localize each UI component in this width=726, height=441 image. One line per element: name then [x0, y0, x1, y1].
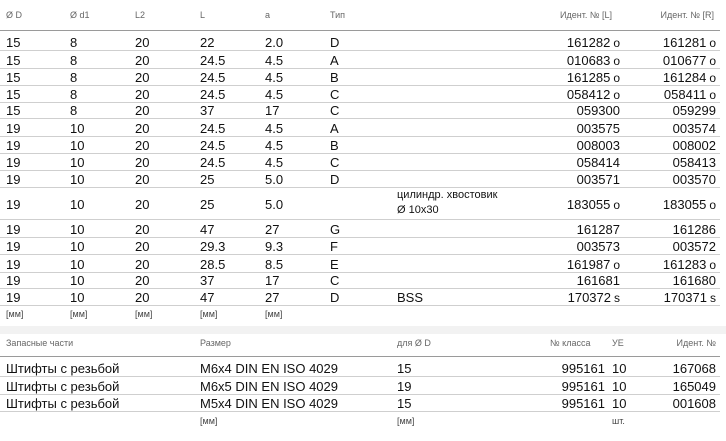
cell: 24.5 [200, 121, 226, 136]
spare-row [0, 359, 726, 376]
cell: 5.0 [265, 172, 284, 187]
header-cell: № класса [550, 338, 591, 348]
cell: 19 [6, 138, 21, 153]
ident-right-value: 058411 [663, 87, 707, 102]
ident-right [663, 197, 716, 212]
ident-left-value: 161681 [576, 273, 620, 288]
ident-right-value: 003574 [672, 121, 716, 136]
cell: 15 [6, 53, 21, 68]
header-cell: Идент. № [L] [560, 10, 612, 20]
cell: 20 [135, 257, 150, 272]
cell: G [330, 222, 341, 237]
spare-header [0, 338, 726, 352]
unit-label: [мм] [200, 416, 218, 426]
ident-right-suffix: o [709, 54, 716, 68]
table-row [0, 33, 726, 50]
ident-right [673, 239, 716, 254]
ident-left [577, 155, 620, 170]
ident-left-value: 161287 [576, 222, 620, 237]
cell: 17 [265, 103, 280, 118]
unit-label: [мм] [397, 416, 415, 426]
cell: M5x4 DIN EN ISO 4029 [200, 396, 338, 411]
cell: 27 [265, 290, 280, 305]
cell: 8.5 [265, 257, 284, 272]
unit-label: [мм] [265, 309, 283, 319]
ident-right [673, 273, 716, 288]
ident-left-value: 058412 [566, 87, 611, 102]
ident-left-value: 161285 [566, 70, 611, 85]
cell: Штифты с резьбой [6, 379, 120, 394]
unit-label: [мм] [6, 309, 24, 319]
cell: Штифты с резьбой [6, 361, 120, 376]
cell: 15 [6, 35, 21, 50]
ident-left-value: 003575 [576, 121, 620, 136]
ident-left [567, 197, 620, 212]
row-divider [0, 411, 720, 412]
ident-right [663, 70, 716, 85]
cell: 20 [135, 290, 150, 305]
cell: 19 [6, 155, 21, 170]
ident-right-value: 010677 [662, 53, 707, 68]
cell: 10 [70, 138, 85, 153]
cell: 19 [6, 273, 21, 288]
cell: 17 [265, 273, 280, 288]
cell: 24.5 [200, 53, 226, 68]
cell: 10 [70, 197, 85, 212]
ident-right [663, 53, 716, 68]
header-cell: L2 [135, 10, 146, 20]
ident-left-value: 058414 [576, 155, 620, 170]
ident-right [673, 121, 716, 136]
cell: 20 [135, 197, 150, 212]
cell: 10 [70, 172, 85, 187]
cell: 20 [135, 70, 150, 85]
unit-label: [мм] [135, 309, 153, 319]
cell: 19 [6, 197, 21, 212]
cell: 20 [135, 35, 150, 50]
cell: 10 [612, 361, 627, 376]
table-row [0, 187, 726, 219]
cell: 10 [612, 396, 627, 411]
ident-left [568, 290, 620, 305]
ident-right-value: 008002 [672, 138, 716, 153]
ident-right-value: 161281 [662, 35, 707, 50]
table-row [0, 136, 726, 153]
cell: 25 [200, 172, 215, 187]
ident-right [664, 290, 716, 305]
ident-right-suffix: o [709, 258, 716, 272]
ident-left-value: 008003 [576, 138, 620, 153]
table-row [0, 85, 726, 102]
cell: 4.5 [265, 70, 284, 85]
cell: 4.5 [265, 138, 284, 153]
ident-left-value: 183055 [566, 197, 611, 212]
header-cell: Тип [330, 10, 346, 20]
cell: 19 [6, 222, 21, 237]
ident-right [673, 103, 716, 118]
ident-right-value: 161284 [662, 70, 707, 85]
table-row [0, 220, 726, 237]
cell: 19 [6, 290, 21, 305]
spare-row [0, 377, 726, 394]
cell: 28.5 [200, 257, 226, 272]
cell: B [330, 138, 339, 153]
ident-left-value: 003573 [576, 239, 620, 254]
cell: 37 [200, 103, 215, 118]
cell-note: BSS [397, 290, 424, 305]
cell: 4.5 [265, 87, 284, 102]
cell: 8 [70, 35, 78, 50]
ident-left [577, 172, 620, 187]
cell: 27 [265, 222, 280, 237]
cell: D [330, 290, 340, 305]
cell: 20 [135, 53, 150, 68]
header-cell: Ø D [6, 10, 23, 20]
cell: 47 [200, 222, 215, 237]
table-row [0, 288, 726, 305]
header-cell: для Ø D [397, 338, 431, 348]
cell: 24.5 [200, 70, 226, 85]
ident-right-value: 059299 [672, 103, 716, 118]
cell: A [330, 121, 339, 136]
row-divider [0, 305, 720, 306]
header-divider [0, 30, 720, 31]
cell: 8 [70, 53, 78, 68]
ident-left [567, 70, 620, 85]
table-row [0, 237, 726, 254]
ident-left-suffix: o [613, 198, 620, 212]
cell: 5.0 [265, 197, 284, 212]
cell: M6x5 DIN EN ISO 4029 [200, 379, 338, 394]
ident-right-value: 003572 [672, 239, 716, 254]
cell: 001608 [672, 396, 716, 411]
ident-right [673, 138, 716, 153]
ident-left-value: 161987 [566, 257, 611, 272]
ident-left [567, 53, 620, 68]
ident-left [577, 138, 620, 153]
ident-left-value: 059300 [576, 103, 620, 118]
cell: 165049 [672, 379, 716, 394]
cell: 4.5 [265, 53, 284, 68]
cell: A [330, 53, 339, 68]
cell: 24.5 [200, 87, 226, 102]
ident-right [673, 172, 716, 187]
ident-right-suffix: s [710, 291, 716, 305]
cell: M6x4 DIN EN ISO 4029 [200, 361, 338, 376]
cell: 22 [200, 35, 215, 50]
spare-header-divider [0, 356, 720, 357]
cell: 2.0 [265, 35, 284, 50]
cell: 19 [6, 239, 21, 254]
cell: 995161 [561, 361, 605, 376]
cell: 20 [135, 222, 150, 237]
cell: 9.3 [265, 239, 284, 254]
header-cell: Запасные части [6, 338, 74, 348]
ident-left [577, 121, 620, 136]
unit-label: шт. [612, 416, 625, 426]
table-row [0, 101, 726, 118]
ident-left-value: 010683 [566, 53, 611, 68]
cell: 15 [397, 361, 412, 376]
ident-left [567, 87, 620, 102]
table-row [0, 153, 726, 170]
header-cell: a [265, 10, 271, 20]
cell: 8 [70, 103, 78, 118]
ident-left-value: 170372 [567, 290, 611, 305]
ident-left-suffix: o [613, 258, 620, 272]
table-row [0, 51, 726, 68]
cell: 10 [70, 239, 85, 254]
cell: 4.5 [265, 121, 284, 136]
ident-right [673, 222, 716, 237]
cell: 995161 [561, 379, 605, 394]
cell: 29.3 [200, 239, 226, 254]
cell: C [330, 273, 340, 288]
ident-right-value: 170371 [663, 290, 707, 305]
ident-right-value: 183055 [662, 197, 707, 212]
cell: 47 [200, 290, 215, 305]
ident-left [577, 273, 620, 288]
ident-left-value: 161282 [566, 35, 611, 50]
cell: C [330, 155, 340, 170]
cell: 20 [135, 273, 150, 288]
cell: 4.5 [265, 155, 284, 170]
table-row [0, 68, 726, 85]
cell: 15 [6, 87, 21, 102]
table-row [0, 170, 726, 187]
cell: 20 [135, 172, 150, 187]
table-row [0, 271, 726, 288]
cell: 19 [6, 121, 21, 136]
cell: 20 [135, 138, 150, 153]
ident-right-suffix: o [709, 36, 716, 50]
cell: 8 [70, 87, 78, 102]
cell: 24.5 [200, 138, 226, 153]
cell: 20 [135, 239, 150, 254]
cell: 19 [6, 257, 21, 272]
ident-right [673, 155, 716, 170]
cell: 10 [70, 290, 85, 305]
cell: 20 [135, 155, 150, 170]
cell: 19 [397, 379, 412, 394]
spare-row [0, 394, 726, 411]
header-cell: УЕ [612, 338, 624, 348]
cell: D [330, 35, 340, 50]
table-row [0, 119, 726, 136]
cell: 10 [70, 121, 85, 136]
main-units-row [0, 309, 726, 321]
cell: 167068 [672, 361, 716, 376]
ident-right-value: 003570 [672, 172, 716, 187]
header-cell: Ø d1 [70, 10, 90, 20]
cell: 15 [6, 103, 21, 118]
ident-left [567, 35, 620, 50]
section-gap [0, 326, 726, 334]
ident-left [577, 239, 620, 254]
cell: 25 [200, 197, 215, 212]
cell: 10 [70, 257, 85, 272]
cell: 10 [612, 379, 627, 394]
ident-right-suffix: o [709, 88, 716, 102]
ident-left-value: 003571 [576, 172, 620, 187]
ident-left-suffix: o [613, 88, 620, 102]
ident-left [577, 103, 620, 118]
ident-left-suffix: o [613, 36, 620, 50]
cell: 24.5 [200, 155, 226, 170]
cell: B [330, 70, 339, 85]
cell: 10 [70, 155, 85, 170]
main-table-header [0, 10, 726, 24]
ident-right [663, 257, 716, 272]
cell: 20 [135, 87, 150, 102]
table-row [0, 255, 726, 272]
spare-units-row [0, 416, 726, 428]
unit-label: [мм] [70, 309, 88, 319]
ident-left-suffix: o [613, 54, 620, 68]
cell: D [330, 172, 340, 187]
cell: C [330, 103, 340, 118]
cell: Штифты с резьбой [6, 396, 120, 411]
ident-right [663, 35, 716, 50]
cell: 37 [200, 273, 215, 288]
unit-label: [мм] [200, 309, 218, 319]
cell: 995161 [561, 396, 605, 411]
ident-right-suffix: o [709, 198, 716, 212]
header-cell: Размер [200, 338, 231, 348]
cell: E [330, 257, 339, 272]
cell: C [330, 87, 340, 102]
header-cell: Идент. № [R] [660, 10, 714, 20]
cell: 15 [6, 70, 21, 85]
cell: 19 [6, 172, 21, 187]
cell: 20 [135, 103, 150, 118]
ident-right-value: 161286 [672, 222, 716, 237]
cell: 10 [70, 222, 85, 237]
cell: 20 [135, 121, 150, 136]
cell: F [330, 239, 338, 254]
ident-left-suffix: o [613, 71, 620, 85]
ident-left [567, 257, 620, 272]
ident-right-value: 161680 [672, 273, 716, 288]
ident-right-value: 161283 [662, 257, 707, 272]
cell: 10 [70, 273, 85, 288]
ident-right-value: 058413 [672, 155, 716, 170]
ident-left [577, 222, 620, 237]
header-cell: L [200, 10, 206, 20]
ident-right-suffix: o [709, 71, 716, 85]
ident-left-suffix: s [614, 291, 620, 305]
cell-note: цилиндр. хвостовик Ø 10x30 [397, 189, 498, 216]
header-cell: Идент. № [676, 338, 716, 348]
cell: 15 [397, 396, 412, 411]
cell: 8 [70, 70, 78, 85]
ident-right [664, 87, 716, 102]
